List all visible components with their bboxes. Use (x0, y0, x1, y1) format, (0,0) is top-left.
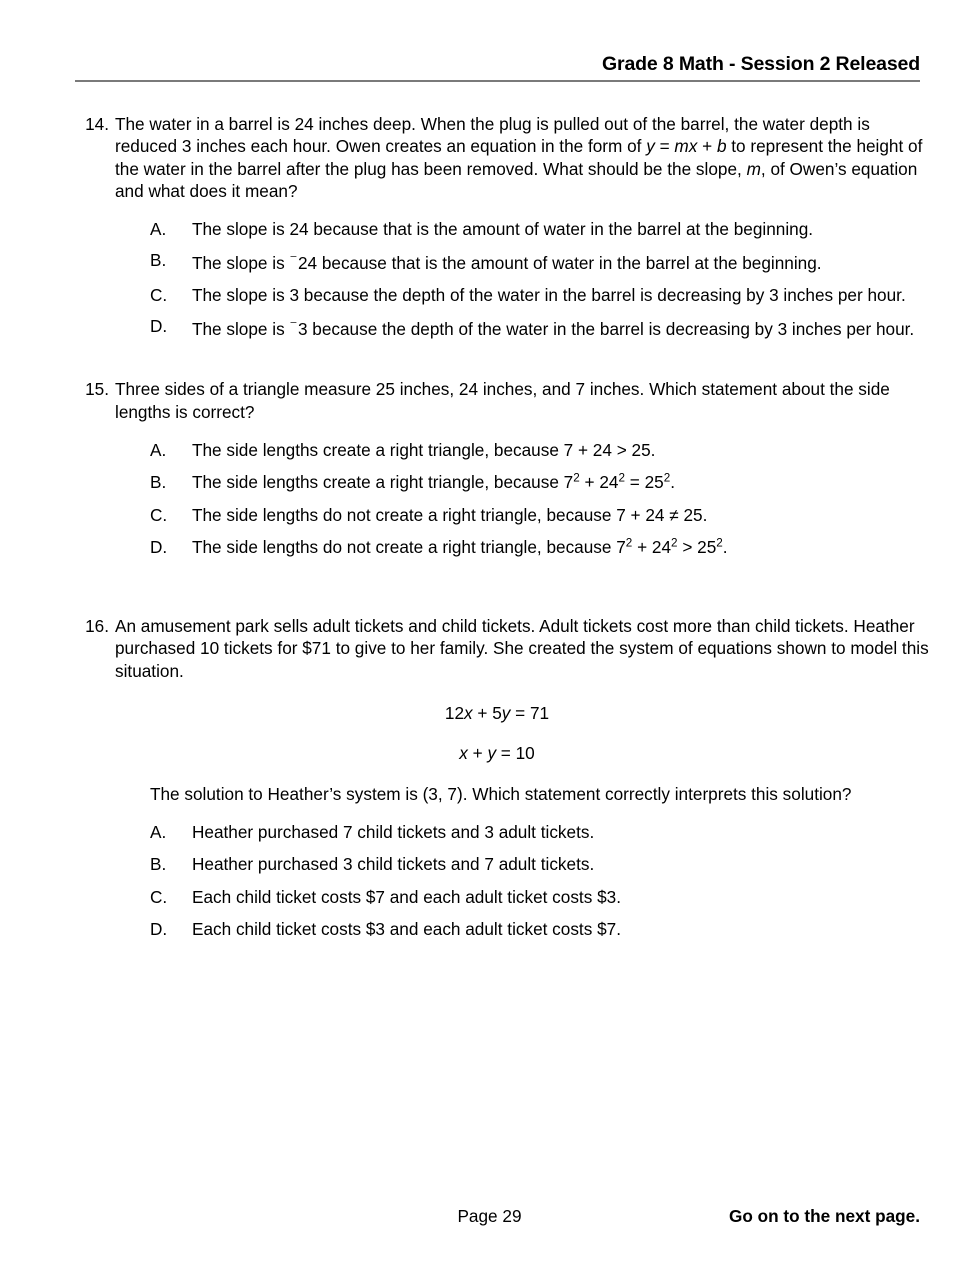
choice-text-mid1: + 24 (632, 536, 672, 557)
page-header-title: Grade 8 Math - Session 2 Released (601, 53, 920, 75)
choice-text: The slope is 24 because that is the amount of water in the barrel at the beginning. (192, 219, 814, 240)
equation-1-pre: 12 (444, 703, 465, 724)
question-14-eq1: = (654, 136, 675, 157)
question-14-eq2: + (697, 136, 717, 157)
choice-letter: C. (150, 504, 168, 525)
exponent: 2 (573, 471, 580, 485)
question-15-choice-b[interactable] (150, 471, 939, 493)
choice-letter: A. (150, 821, 167, 842)
question-14-choices (115, 218, 939, 340)
choice-text-mid2: = 25 (624, 472, 664, 493)
choice-text-pre: The slope is (192, 319, 290, 340)
choice-text-pre: The side lengths create a right triangle, because 7 (192, 472, 574, 493)
equation-1-var-y: y (501, 703, 511, 724)
choice-text-pre: The slope is (192, 253, 290, 274)
choice-text (192, 249, 939, 274)
question-14 (0, 113, 979, 340)
choice-letter: B. (150, 250, 167, 271)
choice-text-post: 24 because that is the amount of water in the barrel at the beginning. (297, 253, 822, 274)
spacer-q14-q15 (0, 340, 979, 378)
question-14-choice-c[interactable] (150, 284, 939, 306)
choice-text: The side lengths do not create a right triangle, because 7 + 24 ≠ 25. (192, 504, 708, 525)
equation-1-post: = 71 (510, 703, 550, 724)
question-16-text: An amusement park sells adult tickets and child tickets. Adult tickets cost more than child tickets. Heather purchased 10 tickets for $71 to give to her family. She created the system of equations shown to model this situation. (115, 616, 929, 681)
question-14-choice-d[interactable] (150, 315, 939, 340)
choice-text-mid1: + 24 (579, 472, 619, 493)
question-16-choice-c[interactable] (150, 886, 939, 908)
choice-text: The side lengths create a right triangle, because 7 + 24 > 25. (192, 439, 656, 460)
equation-1 (115, 702, 879, 724)
choice-letter: D. (150, 918, 168, 939)
choice-letter: D. (150, 316, 168, 337)
question-16-number: 16. (85, 616, 109, 637)
question-14-var-b: b (716, 136, 727, 157)
choice-text: The slope is 3 because the depth of the water in the barrel is decreasing by 3 inches per hour. (192, 284, 906, 305)
question-16-choice-d[interactable] (150, 918, 939, 940)
equation-2 (115, 742, 879, 764)
footer-page-number: Page 29 (457, 1206, 522, 1226)
footer-next-page-notice: Go on to the next page. (729, 1206, 920, 1226)
question-14-text (115, 113, 933, 202)
choice-letter: A. (150, 439, 167, 460)
exponent: 2 (625, 536, 633, 550)
choice-text (192, 315, 939, 340)
question-14-body (75, 113, 939, 340)
question-15-text: Three sides of a triangle measure 25 inches, 24 inches, and 7 inches. Which statement about the side lengths is correct? (115, 379, 890, 422)
equation-2-mid: + (467, 743, 488, 764)
question-15-body (75, 378, 939, 558)
choice-letter: D. (150, 536, 168, 557)
question-14-text-part1: The water in a barrel is 24 inches deep. When the plug is pulled out of the barrel, the water depth is reduced 3 inches each hour. Owen creates an equation in the form of (115, 114, 870, 157)
question-14-var-m: m (746, 158, 761, 179)
question-15 (0, 378, 979, 558)
question-16 (0, 615, 979, 940)
question-15-choice-c[interactable] (150, 504, 939, 526)
question-16-equations (115, 702, 939, 765)
question-16-body (75, 615, 939, 940)
question-14-text-part3: , of Owen’s equation and what does it mean? (115, 158, 918, 201)
choice-text: Each child ticket costs $3 and each adult ticket costs $7. (192, 918, 621, 939)
question-15-choices (115, 439, 939, 558)
question-14-choice-a[interactable] (150, 218, 939, 240)
equation-1-mid: + 5 (472, 703, 502, 724)
choice-text-post: . (722, 536, 728, 557)
spacer-q15-q16 (0, 568, 979, 615)
question-16-choices (115, 821, 939, 940)
exponent: 2 (618, 471, 625, 485)
question-15-choice-d[interactable] (150, 536, 939, 558)
choice-letter: C. (150, 284, 168, 305)
choice-text-pre: The side lengths do not create a right triangle, because 7 (192, 536, 626, 557)
equation-2-var-y: y (487, 743, 497, 764)
question-14-text-part2: to represent the height of the water in the barrel after the plug has been removed. What should be the slope, (115, 136, 923, 179)
equation-1-var-x: x (464, 703, 473, 724)
exponent: 2 (663, 471, 671, 485)
page-header (75, 52, 920, 82)
choice-letter: B. (150, 854, 167, 875)
choice-letter: C. (150, 886, 168, 907)
header-divider (75, 80, 920, 82)
questions-container (0, 113, 979, 950)
question-14-choice-b[interactable] (150, 249, 939, 274)
negative-sign: ⁻ (289, 251, 298, 269)
page-footer (0, 1205, 979, 1235)
question-14-var-y: y (646, 136, 655, 157)
choice-text-mid2: > 25 (677, 536, 717, 557)
negative-sign: ⁻ (289, 317, 298, 335)
choice-letter: A. (150, 219, 167, 240)
question-16-choice-a[interactable] (150, 821, 939, 843)
choice-letter: B. (150, 472, 167, 493)
question-15-number: 15. (85, 379, 109, 400)
choice-text: Each child ticket costs $7 and each adult ticket costs $3. (192, 886, 621, 907)
question-16-choice-b[interactable] (150, 853, 939, 875)
choice-text (192, 471, 939, 493)
equation-2-post: = 10 (496, 743, 535, 764)
question-16-followup: The solution to Heather’s system is (3, 7). Which statement correctly interprets this solution? (150, 783, 852, 804)
choice-text (192, 536, 939, 558)
choice-text: Heather purchased 3 child tickets and 7 adult tickets. (192, 854, 595, 875)
exponent: 2 (716, 536, 723, 550)
choice-text-post: . (670, 472, 675, 493)
choice-text: Heather purchased 7 child tickets and 3 adult tickets. (192, 821, 595, 842)
question-14-var-mx: mx (674, 136, 698, 157)
exponent: 2 (671, 536, 678, 550)
question-15-choice-a[interactable] (150, 439, 939, 461)
choice-text-post: 3 because the depth of the water in the barrel is decreasing by 3 inches per hour. (297, 319, 915, 340)
question-14-number: 14. (85, 114, 109, 134)
equation-2-var-x: x (459, 743, 468, 764)
